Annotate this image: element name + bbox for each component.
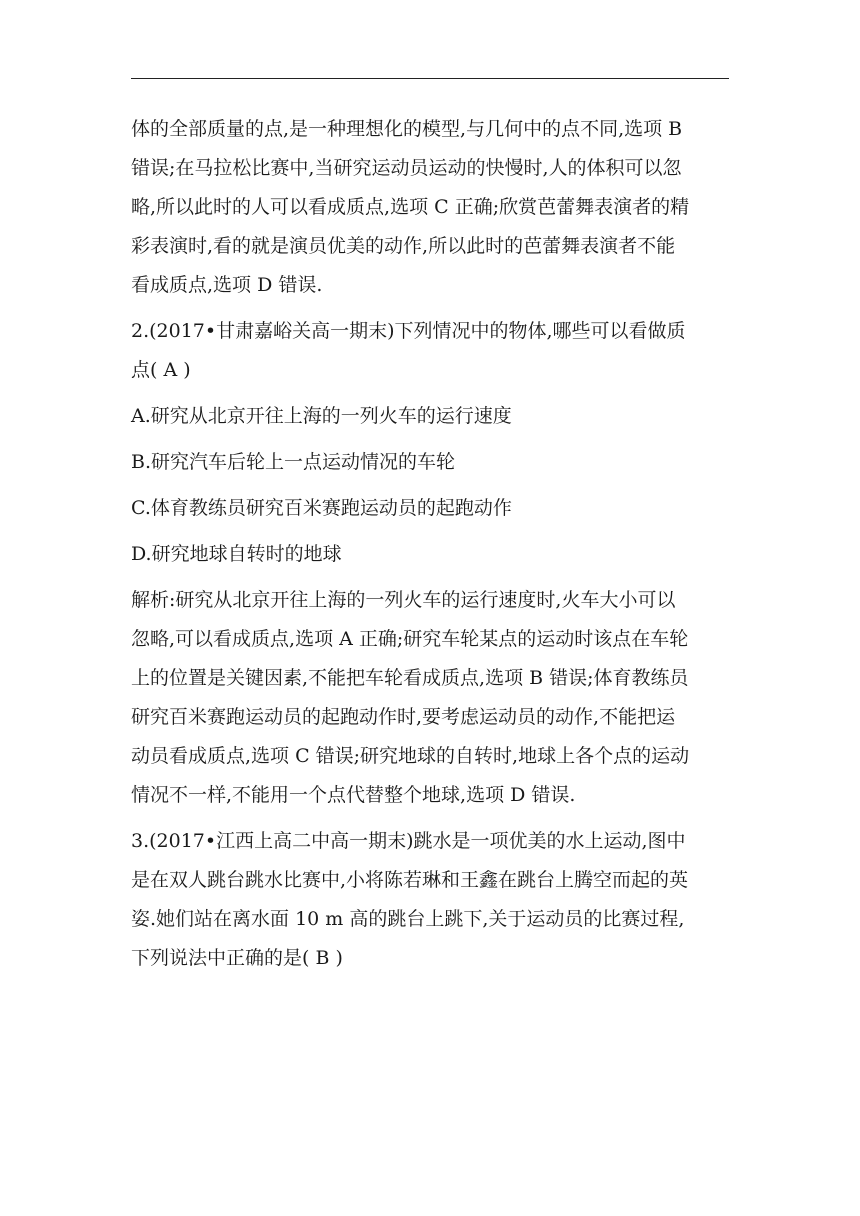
question-2-option-a (131, 397, 731, 436)
text-line: 2.(2017•甘肃嘉峪关高一期末)下列情况中的物体,哪些可以看做质 (131, 320, 686, 342)
text-line: B.研究汽车后轮上一点运动情况的车轮 (131, 451, 456, 473)
text-line: D.研究地球自转时的地球 (131, 543, 342, 565)
question-2-stem (131, 312, 731, 390)
text-line: 动员看成质点,选项 C 错误;研究地球的自转时,地球上各个点的运动 (131, 745, 690, 767)
text-line: 略,所以此时的人可以看成质点,选项 C 正确;欣赏芭蕾舞表演者的精 (131, 196, 690, 218)
text-line: 情况不一样,不能用一个点代替整个地球,选项 D 错误. (131, 784, 576, 806)
text-line: 研究百米赛跑运动员的起跑动作时,要考虑运动员的动作,不能把运 (131, 706, 676, 728)
question-2-option-c (131, 489, 731, 528)
text-line: 看成质点,选项 D 错误. (131, 274, 323, 296)
question-2-option-b (131, 443, 731, 482)
text-line: 姿.她们站在离水面 10 m 高的跳台上跳下,关于运动员的比赛过程, (131, 908, 685, 930)
header-rule (131, 78, 729, 79)
question-2-option-d (131, 535, 731, 574)
prev-explanation (131, 110, 731, 305)
page-content (131, 110, 731, 978)
text-line: 体的全部质量的点,是一种理想化的模型,与几何中的点不同,选项 B (131, 118, 683, 140)
text-line: 是在双人跳台跳水比赛中,小将陈若琳和王鑫在跳台上腾空而起的英 (131, 869, 689, 891)
text-line: 上的位置是关键因素,不能把车轮看成质点,选项 B 错误;体育教练员 (131, 667, 689, 689)
question-2-explanation (131, 581, 731, 815)
text-line: C.体育教练员研究百米赛跑运动员的起跑动作 (131, 497, 512, 519)
text-line: 点( A ) (131, 359, 191, 381)
text-line: 3.(2017•江西上高二中高一期末)跳水是一项优美的水上运动,图中 (131, 830, 686, 852)
question-3-stem (131, 822, 731, 978)
text-line: 解析:研究从北京开往上海的一列火车的运行速度时,火车大小可以 (131, 589, 676, 611)
text-line: 错误;在马拉松比赛中,当研究运动员运动的快慢时,人的体积可以忽 (131, 157, 682, 179)
text-line: 彩表演时,看的就是演员优美的动作,所以此时的芭蕾舞表演者不能 (131, 235, 676, 257)
text-line: A.研究从北京开往上海的一列火车的运行速度 (131, 405, 512, 427)
text-line: 忽略,可以看成质点,选项 A 正确;研究车轮某点的运动时该点在车轮 (131, 628, 689, 650)
text-line: 下列说法中正确的是( B ) (131, 947, 343, 969)
